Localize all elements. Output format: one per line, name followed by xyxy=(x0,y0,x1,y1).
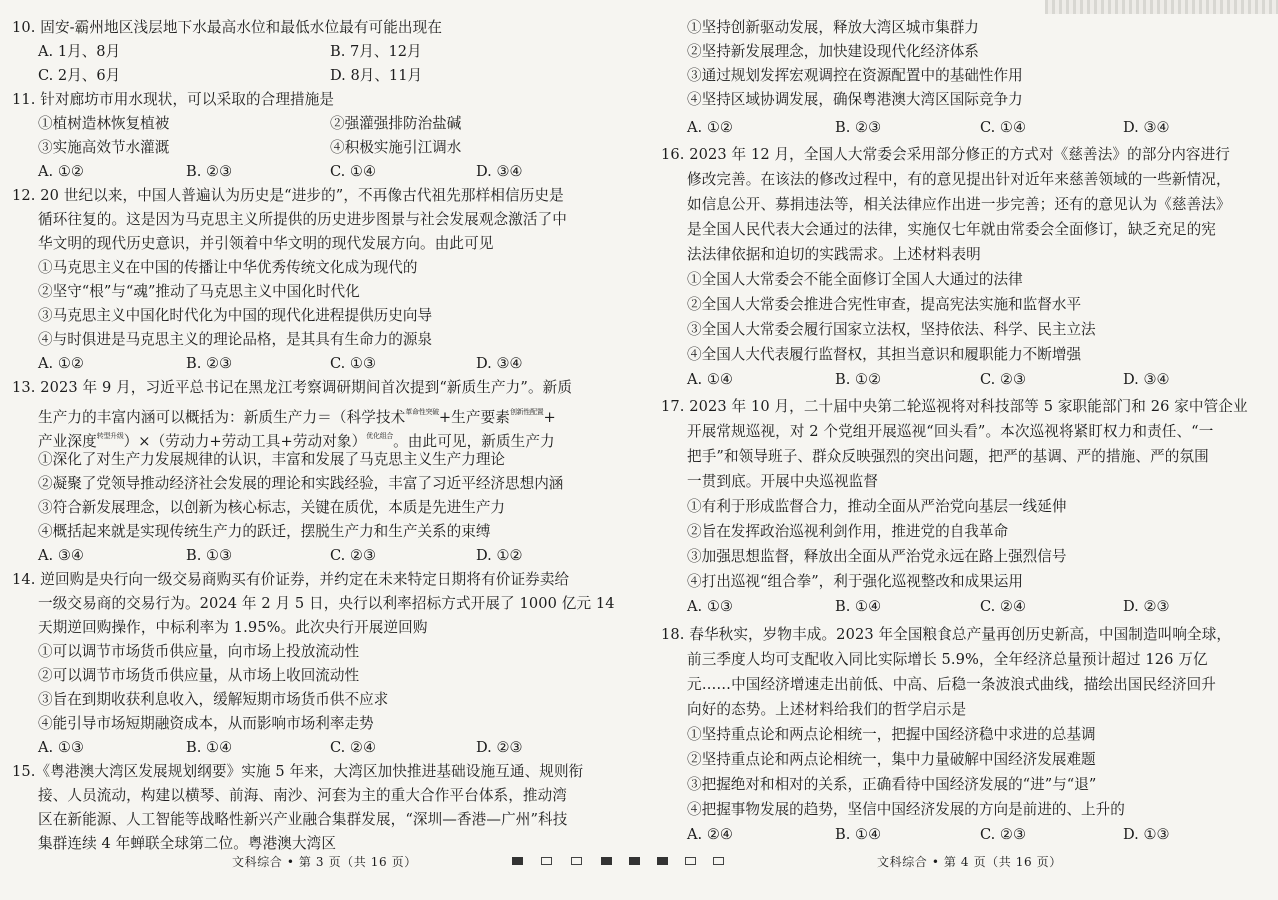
option-d: D. ②③ xyxy=(476,739,523,756)
question-stem-line: 天期逆回购操作，中标利率为 1.95%。此次央行开展逆回购 xyxy=(38,619,428,636)
option-b: B. ①③ xyxy=(186,547,233,564)
option-a: A. 1月、8月 xyxy=(38,43,121,60)
formula-tag: 优化组合 xyxy=(366,432,394,440)
question-stem-line: 14. 逆回购是央行向一级交易商购买有价证券，并约定在未来特定日期将有价证券卖给 xyxy=(12,571,570,588)
statement-2: ②可以调节市场货币供应量，从市场上收回流动性 xyxy=(38,667,360,684)
statement-1: ①深化了对生产力发展规律的认识，丰富和发展了马克思主义生产力理论 xyxy=(38,451,506,468)
page-footer: 文科综合 • 第 3 页（共 16 页） xyxy=(232,855,417,869)
formula-tag: 革命性突破 xyxy=(405,408,439,416)
option-c: C. ②④ xyxy=(330,739,377,756)
option-b: B. 7月、12月 xyxy=(330,43,422,60)
statement-1: ①可以调节市场货币供应量，向市场上投放流动性 xyxy=(38,643,360,660)
formula-text: 。由此可见，新质生产力 xyxy=(393,433,555,450)
option-b: B. ②③ xyxy=(186,163,233,180)
question-stem: 10. 固安-霸州地区浅层地下水最高水位和最低水位最有可能出现在 xyxy=(12,19,443,36)
option-a: A. ①③ xyxy=(687,598,733,615)
statement-4: ④坚持区域协调发展，确保粤港澳大湾区国际竞争力 xyxy=(687,91,1023,108)
binding-mark xyxy=(601,857,612,865)
option-a: A. ①② xyxy=(38,163,84,180)
option-d: D. ①② xyxy=(476,547,523,564)
formula-text: 产业深度 xyxy=(38,433,97,450)
question-stem-line: 一级交易商的交易行为。2024 年 2 月 5 日，央行以利率招标方式开展了 1000 亿元 14 xyxy=(38,595,615,612)
statement-4: ④与时俱进是马克思主义的理论品格，是其具有生命力的源泉 xyxy=(38,331,433,348)
statement-4: ④积极实施引江调水 xyxy=(330,139,462,156)
question-stem-line: 开展常规巡视，对 2 个党组开展巡视“回头看”。本次巡视将紧盯权力和责任、“一 xyxy=(687,423,1214,440)
statement-2: ②全国人大常委会推进合宪性审查，提高宪法实施和监督水平 xyxy=(687,296,1082,313)
formula-tag: 转型升级 xyxy=(96,432,124,440)
option-b: B. ①④ xyxy=(835,598,882,615)
formula-text: +生产要素 xyxy=(438,409,510,426)
statement-3: ③通过规划发挥宏观调控在资源配置中的基础性作用 xyxy=(687,67,1023,84)
statement-2: ②坚持重点论和两点论相统一，集中力量破解中国经济发展难题 xyxy=(687,751,1096,768)
statement-3: ③加强思想监督，释放出全面从严治党永远在路上强烈信号 xyxy=(687,548,1067,565)
statement-2: ②凝聚了党领导推动经济社会发展的理论和实践经验，丰富了习近平经济思想内涵 xyxy=(38,475,564,492)
binding-mark xyxy=(571,857,582,865)
statement-1: ①马克思主义在中国的传播让中华优秀传统文化成为现代的 xyxy=(38,259,418,276)
statement-3: ③把握绝对和相对的关系，正确看待中国经济发展的“进”与“退” xyxy=(687,776,1097,793)
question-stem-line: 是全国人民代表大会通过的法律，实施仅七年就由常委会全面修订，缺乏充足的宪 xyxy=(687,221,1216,238)
binding-mark xyxy=(541,857,552,865)
formula-text: ）×（劳动力+劳动工具+劳动对象） xyxy=(123,433,367,450)
statement-1: ①植树造林恢复植被 xyxy=(38,115,170,132)
statement-3: ③马克思主义中国化时代化为中国的现代化进程提供历史向导 xyxy=(38,307,433,324)
question-stem-line: 循环往复的。这是因为马克思主义所提供的历史进步图景与社会发展观念激活了中 xyxy=(38,211,567,228)
option-c: C. ②③ xyxy=(980,371,1027,388)
question-stem-line: 把手”和领导班子、群众反映强烈的突出问题，把严的基调、严的措施、严的氛围 xyxy=(687,448,1209,465)
question-stem-line: 16. 2023 年 12 月，全国人大常委会采用部分修正的方式对《慈善法》的部分内容进行 xyxy=(661,146,1230,163)
question-stem-line: 15.《粤港澳大湾区发展规划纲要》实施 5 年来，大湾区加快推进基础设施互通、规则衔 xyxy=(12,763,584,780)
question-stem-line: 接、人员流动，构建以横琴、前海、南沙、河套为主的重大合作平台体系，推动湾 xyxy=(38,787,567,804)
option-a: A. ①② xyxy=(38,355,84,372)
option-b: B. ①④ xyxy=(835,826,882,843)
option-c: C. 2月、6月 xyxy=(38,67,121,84)
option-d: D. ②③ xyxy=(1123,598,1170,615)
page-footer: 文科综合 • 第 4 页（共 16 页） xyxy=(877,855,1062,869)
option-d: D. ③④ xyxy=(1123,371,1170,388)
option-b: B. ①② xyxy=(835,371,882,388)
statement-3: ③旨在到期收获利息收入，缓解短期市场货币供不应求 xyxy=(38,691,389,708)
question-stem-line: 18. 春华秋实，岁物丰成。2023 年全国粮食总产量再创历史新高，中国制造叫响全球， xyxy=(661,626,1232,643)
option-a: A. ①③ xyxy=(38,739,84,756)
option-d: D. ③④ xyxy=(1123,119,1170,136)
option-a: A. ②④ xyxy=(687,826,733,843)
option-c: C. ①③ xyxy=(330,355,377,372)
statement-2: ②坚持新发展理念，加快建设现代化经济体系 xyxy=(687,43,979,60)
statement-2: ②旨在发挥政治巡视利剑作用，推进党的自我革命 xyxy=(687,523,1009,540)
page-4 xyxy=(639,0,1278,900)
option-a: A. ①② xyxy=(687,119,733,136)
question-stem-line: 向好的态势。上述材料给我们的哲学启示是 xyxy=(687,701,967,718)
statement-3: ③实施高效节水灌溉 xyxy=(38,139,170,156)
option-b: B. ②③ xyxy=(835,119,882,136)
option-d: D. 8月、11月 xyxy=(330,67,423,84)
question-stem-line: 华文明的现代历史意识，并引领着中华文明的现代发展方向。由此可见 xyxy=(38,235,494,252)
statement-1: ①全国人大常委会不能全面修订全国人大通过的法律 xyxy=(687,271,1023,288)
question-stem-line: 法法律依据和迫切的实践需求。上述材料表明 xyxy=(687,246,981,263)
option-c: C. ①④ xyxy=(330,163,377,180)
question-stem-line: 13. 2023 年 9 月，习近平总书记在黑龙江考察调研期间首次提到“新质生产力”。新质 xyxy=(12,379,573,396)
option-a: A. ①④ xyxy=(687,371,733,388)
statement-1: ①坚持重点论和两点论相统一，把握中国经济稳中求进的总基调 xyxy=(687,726,1096,743)
statement-4: ④全国人大代表履行监督权，其担当意识和履职能力不断增强 xyxy=(687,346,1082,363)
formula-tag: 创新性配置 xyxy=(509,408,544,416)
option-b: B. ①④ xyxy=(186,739,233,756)
option-c: C. ②③ xyxy=(330,547,377,564)
option-d: D. ①③ xyxy=(1123,826,1170,843)
option-d: D. ③④ xyxy=(476,355,523,372)
question-stem-line: 12. 20 世纪以来，中国人普遍认为历史是“进步的”，不再像古代祖先那样相信历史是 xyxy=(12,187,564,204)
question-stem-line: 区在新能源、人工智能等战略性新兴产业融合集群发展，“深圳—香港—广州”科技 xyxy=(38,811,568,828)
statement-1: ①有利于形成监督合力，推动全面从严治党向基层一线延伸 xyxy=(687,498,1067,515)
statement-4: ④能引导市场短期融资成本，从而影响市场利率走势 xyxy=(38,715,374,732)
statement-1: ①坚持创新驱动发展，释放大湾区城市集群力 xyxy=(687,19,979,36)
question-stem-line: 修改完善。在该法的修改过程中，有的意见提出针对近年来慈善领域的一些新情况， xyxy=(687,171,1231,188)
statement-4: ④打出巡视“组合拳”，利于强化巡视整改和成果运用 xyxy=(687,573,1023,590)
statement-3: ③全国人大常委会履行国家立法权，坚持依法、科学、民主立法 xyxy=(687,321,1096,338)
statement-2: ②强灌强排防治盐碱 xyxy=(330,115,462,132)
binding-mark xyxy=(512,857,523,865)
question-stem-line: 17. 2023 年 10 月，二十届中央第二轮巡视将对科技部等 5 家职能部门和 26 家中管企业 xyxy=(661,398,1248,415)
option-c: C. ①④ xyxy=(980,119,1027,136)
question-stem-line: 如信息公开、募捐违法等，相关法律应作出进一步完善；还有的意见认为《慈善法》 xyxy=(687,196,1231,213)
question-stem-line: 一贯到底。开展中央巡视监督 xyxy=(687,473,879,490)
statement-4: ④把握事物发展的趋势，坚信中国经济发展的方向是前进的、上升的 xyxy=(687,801,1125,818)
option-b: B. ②③ xyxy=(186,355,233,372)
option-a: A. ③④ xyxy=(38,547,84,564)
formula-text: + xyxy=(543,409,556,426)
question-stem-line: 前三季度人均可支配收入同比实际增长 5.9%，全年经济总量预计超过 126 万亿 xyxy=(687,651,1208,668)
statement-4: ④概括起来就是实现传统生产力的跃迁，摆脱生产力和生产关系的束缚 xyxy=(38,523,491,540)
question-stem-line: 元……中国经济增速走出前低、中高、后稳一条波浪式曲线，描绘出国民经济回升 xyxy=(687,676,1216,693)
formula-text: 生产力的丰富内涵可以概括为：新质生产力＝（科学技术 xyxy=(38,409,406,426)
statement-3: ③符合新发展理念，以创新为核心标志，关键在质优，本质是先进生产力 xyxy=(38,499,506,516)
statement-2: ②坚守“根”与“魂”推动了马克思主义中国化时代化 xyxy=(38,283,360,300)
option-d: D. ③④ xyxy=(476,163,523,180)
option-c: C. ②④ xyxy=(980,598,1027,615)
option-c: C. ②③ xyxy=(980,826,1027,843)
question-stem-line: 集群连续 4 年蝉联全球第二位。粤港澳大湾区 xyxy=(38,835,337,852)
question-stem: 11. 针对廊坊市用水现状，可以采取的合理措施是 xyxy=(12,91,335,108)
